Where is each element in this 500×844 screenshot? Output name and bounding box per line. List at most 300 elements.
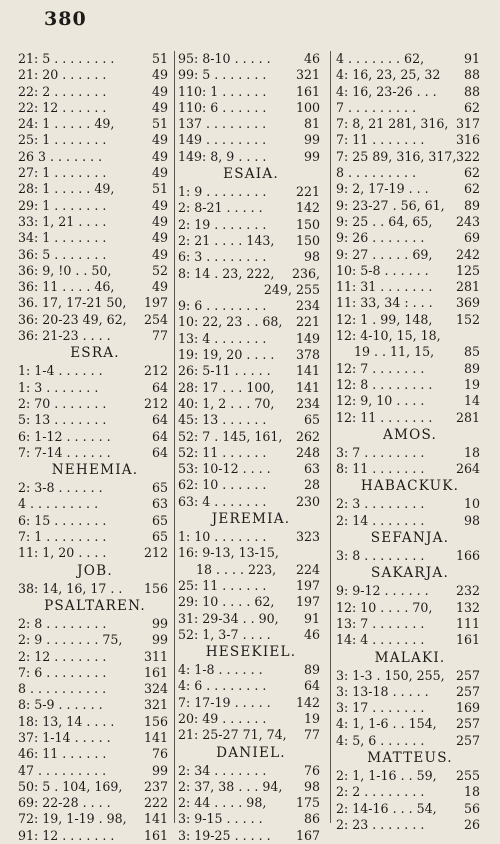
page-references: 51 [151,116,168,132]
index-entry [334,263,486,279]
verse-reference: 34: 1 . . . . . . . [18,230,107,246]
index-entry [16,632,174,648]
verse-reference: 8: 11 . . . . . . . [336,461,425,477]
index-entry [176,233,326,249]
page-references: 161 [143,827,168,843]
index-entry [334,295,486,311]
page-references: 224 [295,561,320,577]
verse-reference: 8 . . . . . . . . . . [18,681,107,697]
verse-reference: 18: 13, 14 . . . . [18,713,115,729]
page-references: 85 [463,344,480,360]
page-references: 99 [151,615,168,631]
index-entry [334,51,486,67]
index-entry [176,380,326,396]
verse-reference: 21: 20 . . . . . . [18,67,107,83]
page-references: 222 [143,795,168,811]
page-references: 257 [455,732,480,748]
index-entry [16,545,174,561]
index-entry [176,282,326,298]
page-references: 212 [143,545,168,561]
page-references: 98 [463,512,480,528]
page-references: 248 [295,444,320,460]
verse-reference: 9: 2, 17-19 . . . [336,181,429,197]
verse-reference: 25: 11 . . . . . . [178,577,267,593]
page-references: 230 [295,493,320,509]
page-references: 62 [463,99,480,115]
verse-reference: 6: 3 . . . . . . . . [178,249,267,265]
index-entry [16,328,174,344]
verse-reference: 2: 2 . . . . . . . . [336,784,425,800]
index-entry [16,665,174,681]
index-entry [16,779,174,795]
index-column-1 [16,51,174,844]
index-entry [176,828,326,844]
index-entry [334,445,486,461]
page-references: 49 [151,99,168,115]
verse-reference: 10: 22, 23 . . 68, [178,314,283,330]
page-references: 49 [151,83,168,99]
verse-reference: 137 . . . . . . . . [178,116,267,132]
page-references: 141 [143,811,168,827]
page-references: 98 [303,249,320,265]
index-entry [334,548,486,564]
verse-reference: 21: 25-27 71, 74, [178,727,287,743]
index-entry [334,733,486,749]
verse-reference: 63: 4 . . . . . . . [178,493,267,509]
page-references: 99 [303,148,320,164]
page-references: 98 [303,778,320,794]
index-entry [16,445,174,461]
book-heading: MALAKI. [374,649,446,666]
page-references: 236, [291,265,320,281]
page-references: 77 [151,328,168,344]
verse-reference: 18 . . . . 223, [196,561,277,577]
index-entry [176,429,326,445]
index-entry [176,331,326,347]
page-references: 322 [455,148,480,164]
page-references: 152 [455,311,480,327]
page-references: 91 [463,51,480,66]
index-entry [176,347,326,363]
page-references: 221 [295,184,320,200]
book-heading: ESRA. [70,345,120,362]
index-entry [16,247,174,263]
index-entry [176,763,326,779]
verse-reference: 8 . . . . . . . . . [336,165,417,181]
page-references: 64 [151,428,168,444]
index-entry [16,828,174,844]
verse-reference: 149 . . . . . . . . [178,132,267,148]
index-entry [176,412,326,428]
page-references: 197 [295,577,320,593]
verse-reference: 2: 8 . . . . . . . . [18,615,107,631]
page-references: 378 [295,347,320,363]
index-entry [176,611,326,627]
page-references: 91 [303,610,320,626]
verse-reference: 9: 27 . . . . . 69, [336,246,433,262]
index-entry [334,801,486,817]
index-entry [334,214,486,230]
verse-reference: 2: 44 . . . . 98, [178,795,267,811]
page-references: 64 [303,678,320,694]
index-entry [334,616,486,632]
verse-reference: 2: 12 . . . . . . . [18,648,107,664]
index-entry [16,795,174,811]
verse-reference: 1: 3 . . . . . . . [18,379,99,395]
page-references: 46 [303,626,320,642]
page-references: 142 [295,694,320,710]
page-references: 63 [151,496,168,512]
index-entry [16,763,174,779]
page-references: 65 [151,512,168,528]
verse-reference: 3: 7 . . . . . . . . [336,444,425,460]
verse-reference: 4 . . . . . . . . . [18,496,99,512]
book-heading: PSALTAREN. [44,597,146,614]
verse-reference: 53: 10-12 . . . . [178,461,271,477]
page-references: 49 [151,165,168,181]
page-references: 76 [151,746,168,762]
page-references: 63 [303,461,320,477]
verse-reference: 13: 7 . . . . . . . [336,615,425,631]
verse-reference: 2: 3 . . . . . . . . [336,496,425,512]
verse-reference: 26: 5-11 . . . . . [178,363,271,379]
page-references: 49 [151,67,168,83]
page-references: 243 [455,213,480,229]
index-entry [334,496,486,512]
page-references: 197 [295,594,320,610]
verse-reference: 9: 23-27 . 56, 61, [336,197,445,213]
verse-reference: 110: 6 . . . . . . [178,99,267,115]
index-entry [334,165,486,181]
index-entry [334,684,486,700]
verse-reference: 2: 3-8 . . . . . . [18,480,103,496]
page-references: 69 [463,230,480,246]
page-references: 99 [151,632,168,648]
verse-reference: 7 . . . . . . . . . [336,99,417,115]
page-references: 49 [151,132,168,148]
book-heading: NEHEMIA. [51,462,139,479]
page-references: 111 [455,615,480,631]
verse-reference: 31: 29-34 . . 90, [178,610,279,626]
index-entry [176,594,326,610]
page-references: 169 [455,700,480,716]
index-entry [16,181,174,197]
index-entry [176,529,326,545]
index-entry [16,380,174,396]
verse-reference: 2: 21 . . . . 143, [178,232,275,248]
book-heading: SEFANJA. [370,530,450,547]
verse-reference: 4: 16, 23, 25, 32 [336,67,441,83]
verse-reference: 3: 13-18 . . . . . [336,683,429,699]
page-references: 51 [151,51,168,66]
page-references: 234 [295,395,320,411]
verse-reference: 29: 1 . . . . . . . [18,197,107,213]
verse-reference: 14: 4 . . . . . . . [336,632,425,648]
verse-reference: 28: 1 . . . . . 49, [18,181,115,197]
verse-reference: 2: 14 . . . . . . . [336,512,425,528]
index-entry [16,396,174,412]
verse-reference: 2: 70 . . . . . . . [18,395,107,411]
page-references: 161 [143,664,168,680]
verse-reference: 29: 10 . . . . 62, [178,594,275,610]
index-entry [176,132,326,148]
page-references: 141 [143,729,168,745]
page-references: 77 [303,727,320,743]
page-references: 156 [143,580,168,596]
verse-reference: 1: 1-4 . . . . . . [18,363,103,379]
index-entry [16,312,174,328]
index-entry [16,581,174,597]
verse-reference: 9: 6 . . . . . . . . [178,298,267,314]
page-references: 167 [295,827,320,843]
index-entry [16,51,174,67]
index-entry [176,695,326,711]
index-entry [16,363,174,379]
page-references: 141 [295,363,320,379]
verse-reference: 28: 17 . . . 100, [178,379,275,395]
page-references: 212 [143,363,168,379]
index-entry [334,67,486,83]
column-divider [330,51,331,823]
verse-reference: 9: 9-12 . . . . . . [336,583,429,599]
verse-reference: 8: 14 . 23, 222, [178,265,275,281]
index-entry [16,730,174,746]
page-references: 257 [455,667,480,683]
index-entry [176,67,326,83]
index-entry [16,230,174,246]
page-references: 18 [463,444,480,460]
book-heading: AMOS. [382,426,438,443]
page-references: 64 [151,444,168,460]
verse-reference: 12: 10 . . . . 70, [336,599,433,615]
index-entry [176,51,326,67]
index-entry [176,795,326,811]
page-references: 161 [455,632,480,648]
verse-reference: 7: 7-14 . . . . . . [18,444,111,460]
verse-reference: 99: 5 . . . . . . . [178,67,267,83]
page-references: 150 [295,232,320,248]
index-entry [16,714,174,730]
page-references: 249, 255 [263,281,320,297]
index-entry [334,84,486,100]
verse-reference: 50: 5 . 104, 169, [18,778,123,794]
index-entry [334,181,486,197]
index-entry [16,100,174,116]
index-entry [176,249,326,265]
index-entry [16,263,174,279]
verse-reference: 7: 1 . . . . . . . . [18,529,107,545]
page-references: 150 [295,216,320,232]
page-references: 28 [303,477,320,493]
index-entry [176,779,326,795]
index-entry [176,84,326,100]
verse-reference: 16: 9-13, 13-15, [178,545,279,561]
page-references: 56 [463,800,480,816]
index-entry [176,149,326,165]
book-heading: HESEKIEL. [205,644,297,661]
index-entry [16,165,174,181]
page-references: 141 [295,379,320,395]
book-heading: JOB. [77,562,113,579]
verse-reference: 21: 5 . . . . . . . . [18,51,115,66]
verse-reference: 4 . . . . . . . 62, [336,51,425,66]
page-number: 380 [44,8,87,30]
index-entry [334,100,486,116]
verse-reference: 7: 25 89, 316, 317, [336,148,457,164]
verse-reference: 91: 12 . . . . . . . [18,827,115,843]
page-references: 166 [455,548,480,564]
index-entry [16,697,174,713]
verse-reference: 12: 9, 10 . . . . [336,393,425,409]
verse-reference: 2: 8-21 . . . . . [178,200,263,216]
verse-reference: 3: 9-15 . . . . . [178,811,263,827]
verse-reference: 4: 6 . . . . . . . . [178,678,267,694]
index-entry [16,149,174,165]
verse-reference: 110: 1 . . . . . . [178,83,267,99]
verse-reference: 13: 4 . . . . . . . [178,330,267,346]
index-entry [176,711,326,727]
verse-reference: 38: 14, 16, 17 . . [18,580,123,596]
index-entry [334,461,486,477]
verse-reference: 36: 20-23 49, 62, [18,311,127,327]
page-references: 49 [151,230,168,246]
verse-reference: 52: 1, 3-7 . . . . [178,626,271,642]
index-entry [334,198,486,214]
index-entry [176,461,326,477]
verse-reference: 2: 14-16 . . . 54, [336,800,437,816]
page-references: 257 [455,716,480,732]
index-entry [176,266,326,282]
index-entry [334,583,486,599]
verse-reference: 3: 8 . . . . . . . . [336,548,425,564]
verse-reference: 7: 11 . . . . . . . [336,132,425,148]
verse-reference: 4: 16, 23-26 . . . [336,83,437,99]
index-entry [176,116,326,132]
verse-reference: 26 3 . . . . . . . [18,148,103,164]
book-heading: JEREMIA. [211,511,291,528]
index-entry [176,363,326,379]
index-entry [176,562,326,578]
index-entry [176,298,326,314]
index-entry [334,312,486,328]
verse-reference: 36: 5 . . . . . . . [18,246,107,262]
page-references: 99 [303,132,320,148]
page-references: 232 [455,583,480,599]
index-entry [176,545,326,561]
page-references: 88 [463,67,480,83]
page-references: 89 [463,197,480,213]
verse-reference: 27: 1 . . . . . . . [18,165,107,181]
verse-reference: 3: 1-3 . 150, 255, [336,667,445,683]
index-entry [176,662,326,678]
page-references: 65 [151,480,168,496]
index-entry [16,746,174,762]
index-entry [16,198,174,214]
verse-reference: 6: 1-12 . . . . . . [18,428,111,444]
index-entry [16,496,174,512]
index-entry [334,700,486,716]
verse-reference: 7: 8, 21 281, 316, [336,116,449,132]
book-heading: HABACKUK. [360,478,460,495]
page-references: 142 [295,200,320,216]
index-entry [16,681,174,697]
index-entry [16,295,174,311]
verse-reference: 36: 21-23 . . . . [18,328,111,344]
verse-reference: 19 . . 11, 15, [354,344,435,360]
page-references: 316 [455,132,480,148]
page-references: 264 [455,461,480,477]
page-references: 212 [143,395,168,411]
verse-reference: 7: 6 . . . . . . . . [18,664,107,680]
index-entry [334,600,486,616]
page-references: 257 [455,683,480,699]
page-references: 26 [463,816,480,832]
verse-reference: 12: 11 . . . . . . . [336,409,433,425]
page-references: 197 [143,295,168,311]
page-references: 62 [463,165,480,181]
verse-reference: 72: 19, 1-19 . 98, [18,811,127,827]
page-references: 89 [303,662,320,678]
index-entry [16,132,174,148]
page-references: 49 [151,197,168,213]
index-column-3 [334,51,486,833]
index-entry [16,649,174,665]
book-heading: SAKARJA. [371,565,449,582]
page-references: 321 [143,697,168,713]
book-heading: MATTEUS. [367,749,453,766]
verse-reference: 1: 10 . . . . . . . [178,529,267,545]
index-entry [334,668,486,684]
page-references: 99 [151,762,168,778]
page-references: 64 [151,379,168,395]
index-entry [176,200,326,216]
index-entry [176,217,326,233]
page-references: 369 [455,295,480,311]
verse-reference: 3: 19-25 . . . . . [178,827,271,843]
verse-reference: 1: 9 . . . . . . . . [178,184,267,200]
verse-reference: 9: 25 . . 64, 65, [336,213,433,229]
page-references: 62 [463,181,480,197]
verse-reference: 37: 1-14 . . . . . [18,729,111,745]
verse-reference: 5: 13 . . . . . . . [18,412,107,428]
page-references: 175 [295,795,320,811]
verse-reference: 19: 19, 20 . . . . [178,347,275,363]
verse-reference: 12: 4-10, 15, 18, [336,328,441,344]
index-entry [176,811,326,827]
index-entry [176,494,326,510]
index-entry [334,784,486,800]
index-entry [334,279,486,295]
verse-reference: 11: 33, 34 : . . . [336,295,433,311]
index-entry [176,445,326,461]
index-entry [334,817,486,833]
verse-reference: 52: 11 . . . . . . [178,444,267,460]
page-references: 10 [463,496,480,512]
index-entry [334,361,486,377]
verse-reference: 22: 2 . . . . . . . [18,83,107,99]
page-references: 19 [463,376,480,392]
index-entry [334,393,486,409]
index-entry [176,627,326,643]
book-heading: DANIEL. [216,744,286,761]
verse-reference: 3: 17 . . . . . . . [336,700,425,716]
verse-reference: 11: 31 . . . . . . . [336,279,433,295]
verse-reference: 2: 1, 1-16 . . 59, [336,767,437,783]
page-references: 49 [151,213,168,229]
verse-reference: 10: 5-8 . . . . . . [336,262,429,278]
page-references: 281 [455,279,480,295]
page-references: 323 [295,529,320,545]
